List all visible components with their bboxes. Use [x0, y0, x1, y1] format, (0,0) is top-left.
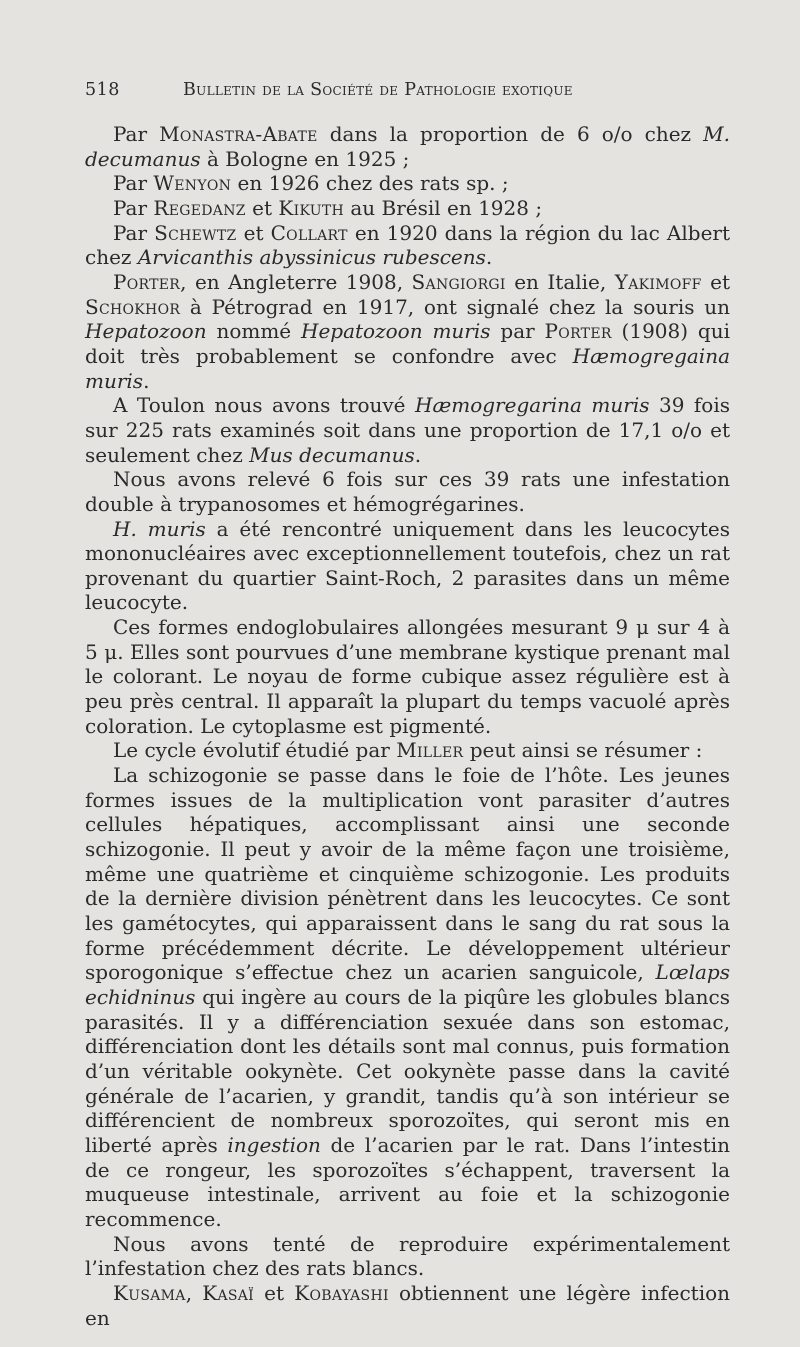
italic-term: Hæmogregarina muris — [415, 393, 650, 418]
page-number: 518 — [85, 80, 120, 100]
text-run: en 1926 chez des rats sp. ; — [231, 171, 509, 196]
author-name: Yakimoff — [614, 269, 702, 294]
text-run: et — [245, 195, 279, 220]
text-run: La schizogonie se passe dans le foie de l’hôte. Les jeunes formes issues de la multiplication vont parasiter d’autres cellules hépatiques, accomplissant ainsi une seconde schizogonie. Il peut y avoir de la même façon une troisième, même une quatrième et cinquième schizogonie. Les produits de la dernière division pénètrent dans les leucocytes. Ce sont les gamétocytes, qui apparaissent dans le sang du rat sous la forme précédemment décrite. Le développement ultérieur sporogonique s’effectue chez un acarien sanguicole, — [85, 763, 730, 985]
paragraph — [85, 270, 730, 393]
text-run: , en Angleterre 1908, — [180, 269, 412, 294]
text-run: Nous avons relevé 6 fois sur ces 39 rats une infestation double à trypanosomes et hémogrégarines. — [85, 467, 730, 516]
text-run: Par — [113, 220, 155, 245]
author-name: Miller — [396, 738, 464, 763]
paragraph — [85, 221, 730, 270]
paragraph — [85, 467, 730, 516]
text-run: nommé — [206, 319, 302, 344]
text-run: et — [254, 1280, 295, 1305]
paragraph — [85, 1281, 730, 1330]
text-run: et — [701, 269, 731, 294]
text-run: 39 fois sur 225 rats examinés soit dans une proportion de 17,1 o/o et seulement chez — [85, 393, 730, 467]
text-run: en 1920 dans la région du lac Albert chez — [85, 220, 730, 270]
paragraph — [85, 763, 730, 1231]
author-name: Regedanz — [153, 195, 246, 220]
text-run: qui ingère au cours de la piqûre les globules blancs parasités. Il y a différenciation sexuée dans son estomac, différenciation dont les détails sont mal connus, puis formation d’un véritable ookynète. Cet ookynète passe dans la cavité générale de l’acarien, y grandit, tandis qu’à son intérieur se différencient de nombreux sporozoïtes, qui seront mis en liberté après — [85, 984, 730, 1157]
author-name: Collart — [270, 220, 348, 245]
author-name: Schewtz — [154, 220, 237, 245]
running-header — [85, 80, 630, 100]
text-run: a été rencontré uniquement dans les leucocytes mononucléaires avec exceptionnellement toutefois, chez un rat provenant du quartier Saint-Roch, 2 parasites dans un même leucocyte. — [85, 516, 730, 615]
text-run: (1908) qui doit très probablement se confondre avec — [85, 319, 730, 368]
paragraph — [85, 738, 730, 763]
text-run: de l’acarien par le rat. Dans l’intestin de ce rongeur, les sporozoïtes s’échappent, traversent la muqueuse intestinale, arrivent au foie et la schizogonie recommence. — [85, 1132, 730, 1231]
author-name: Kasaï — [202, 1280, 255, 1305]
italic-term: Hepatozoon — [85, 319, 207, 344]
italic-term: M. decumanus — [85, 122, 731, 171]
text-run: . — [143, 368, 150, 393]
paragraph — [85, 196, 730, 221]
author-name: Sangiorgi — [411, 269, 506, 294]
text-run: à Bologne en 1925 ; — [200, 146, 410, 171]
italic-term: Arvicanthis abyssinicus rubescens — [137, 245, 486, 270]
paragraph — [85, 615, 730, 738]
text-run: Ces formes endoglobulaires allongées mesurant 9 μ sur 4 à 5 μ. Elles sont pourvues d’une membrane kystique prenant mal le colorant. Le noyau de forme cubique assez régulière est à peu près central. Il apparaît la plupart du temps vacuolé après coloration. Le cytoplasme est pigmenté. — [85, 615, 730, 738]
text-run: A Toulon nous avons trouvé — [113, 393, 415, 418]
text-run: . — [414, 442, 422, 467]
paragraph — [85, 122, 730, 171]
italic-term: ingestion — [227, 1132, 321, 1157]
author-name: Monastra-Abate — [159, 122, 318, 146]
italic-term: Hæmogregaina muris — [85, 343, 730, 393]
text-run: Par — [113, 195, 154, 220]
italic-term: H. muris — [113, 516, 206, 541]
paragraph — [85, 1232, 730, 1281]
author-name: Porter — [113, 269, 181, 294]
paragraph — [85, 517, 730, 616]
italic-term: Lœlaps echidninus — [85, 960, 730, 1009]
text-run: obtiennent une légère infection en — [85, 1280, 731, 1330]
text-run: à Pétrograd en 1917, ont signalé chez la souris un — [180, 294, 730, 319]
text-run: par — [490, 319, 545, 344]
author-name: Kobayashi — [294, 1280, 389, 1305]
running-title: Bulletin de la Société de Pathologie exotique — [183, 80, 573, 100]
text-run: Par — [113, 171, 154, 196]
text-run: , — [185, 1280, 203, 1305]
text-run: dans la proportion de 6 o/o chez — [317, 122, 704, 146]
italic-term: Mus decumanus — [249, 442, 415, 467]
author-name: Kikuth — [278, 195, 344, 220]
body-text — [85, 122, 730, 1330]
paragraph — [85, 393, 730, 467]
text-run: . — [485, 245, 493, 270]
italic-term: Hepatozoon muris — [301, 319, 491, 344]
text-run: en Italie, — [505, 269, 615, 294]
text-run: au Brésil en 1928 ; — [343, 195, 543, 220]
author-name: Wenyon — [153, 171, 232, 196]
author-name: Schokhor — [85, 294, 181, 319]
text-run: Le cycle évolutif étudié par — [113, 738, 397, 763]
text-run: Nous avons tenté de reproduire expérimentalement l’infestation chez des rats blancs. — [85, 1231, 730, 1281]
text-run: Par — [113, 122, 160, 146]
text-run: et — [236, 220, 271, 245]
author-name: Porter — [544, 319, 612, 344]
author-name: Kusama — [113, 1280, 186, 1305]
paragraph — [85, 171, 730, 196]
text-run: peut ainsi se résumer : — [463, 738, 703, 763]
